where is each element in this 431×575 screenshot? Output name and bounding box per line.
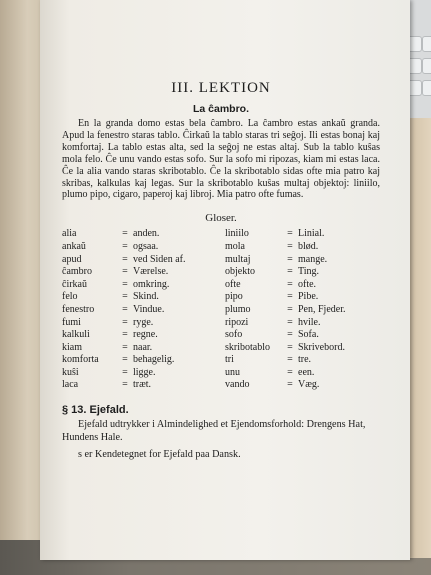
glossary-word: mola — [225, 240, 245, 252]
glossary-word: felo — [62, 291, 78, 303]
reading-text: En la granda domo estas bela ĉambro. La ĉambro estas ankaŭ granda. Apud la fenestro staras tablo. Ĉirkaŭ la tablo staras tri seĝoj. Ili estas bonaj kaj komfortaj. La tablo estas alta, sed la seĝoj ne estas altaj. Sub la tablo kuŝas mola felo. Ĉe unu vando estas sofo. Sur la sofo mi ripozas, kiam mi estas laca. Ĉe la alia vando staras skribotablo. Ĉe la skribotablo sidas ofte mia patro kaj skribas, kalkulas kaj legas. Sur la skribotablo kuŝas multaj objektoj: liniilo, plumo pipo, cigaro, paperoj kaj libroj. Mia patro ofte fumas. — [62, 118, 380, 201]
glossary-word: ĉambro — [62, 266, 92, 278]
glossary-word: pipo — [225, 291, 243, 303]
glossary-meaning: Linial. — [298, 228, 325, 240]
glossary-word: plumo — [225, 303, 251, 315]
glossary-column-left — [62, 228, 217, 392]
glossary-equals: = — [122, 278, 128, 290]
glossary-equals: = — [122, 354, 128, 366]
glossary-word: kuŝi — [62, 366, 79, 378]
glossary-meaning: træt. — [133, 379, 152, 391]
glossary-row — [225, 304, 380, 317]
glossary-row — [62, 241, 217, 254]
glossary-meaning: regne. — [133, 329, 158, 341]
glossary-row — [62, 279, 217, 292]
glossary-meaning: anden. — [133, 228, 160, 240]
glossary-row — [62, 342, 217, 355]
glossary-equals: = — [122, 240, 128, 252]
glossary-equals: = — [122, 316, 128, 328]
glossary-row — [225, 367, 380, 380]
glossary-meaning: ved Siden af. — [133, 253, 186, 265]
glossary-meaning: Ting. — [298, 266, 320, 278]
glossary-word: laca — [62, 379, 79, 391]
glossary-equals: = — [287, 316, 293, 328]
glossary-word: sofo — [225, 329, 243, 341]
glossary-row — [225, 379, 380, 392]
glossary-word: ankaŭ — [62, 240, 86, 252]
glossary-equals: = — [122, 228, 128, 240]
glossary-meaning: Pibe. — [298, 291, 319, 303]
glossary-word: unu — [225, 366, 240, 378]
glossary-equals: = — [122, 366, 128, 378]
glossary-row — [225, 266, 380, 279]
glossary-meaning: Skrivebord. — [298, 341, 345, 353]
glossary-row — [62, 379, 217, 392]
keyboard-key — [422, 80, 431, 96]
glossary-equals: = — [287, 341, 293, 353]
glossary-meaning: Vindue. — [133, 303, 165, 315]
glossary-equals: = — [287, 266, 293, 278]
glossary-equals: = — [287, 291, 293, 303]
glossary-meaning: Væg. — [298, 379, 320, 391]
glossary-word: ĉirkaŭ — [62, 278, 87, 290]
glossary-column-right — [225, 228, 380, 392]
glossary-word: apud — [62, 253, 82, 265]
glossary-word: ripozi — [225, 316, 249, 328]
glossary-equals: = — [122, 379, 128, 391]
glossary-equals: = — [287, 240, 293, 252]
glossary-equals: = — [122, 266, 128, 278]
glossary-word: fenestro — [62, 303, 95, 315]
glossary-equals: = — [287, 366, 293, 378]
book-page — [40, 0, 410, 560]
glossary-meaning: Pen, Fjeder. — [298, 303, 346, 315]
glossary-equals: = — [287, 354, 293, 366]
glossary-row — [225, 342, 380, 355]
keyboard-key — [422, 36, 431, 52]
glossary-word: komforta — [62, 354, 99, 366]
glossary-meaning: naar. — [133, 341, 153, 353]
glossary-meaning: Skind. — [133, 291, 159, 303]
glossary-word: liniilo — [225, 228, 249, 240]
glossary-equals: = — [287, 329, 293, 341]
glossary-word: kiam — [62, 341, 82, 353]
page-content — [62, 80, 380, 461]
glossary-equals: = — [287, 278, 293, 290]
glossary-table — [62, 228, 380, 392]
glossary-row — [62, 254, 217, 267]
glossary-meaning: omkring. — [133, 278, 170, 290]
glossary-row — [62, 291, 217, 304]
glossary-meaning: ligge. — [133, 366, 156, 378]
glossary-equals: = — [287, 228, 293, 240]
glossary-equals: = — [287, 379, 293, 391]
glossary-equals: = — [122, 303, 128, 315]
glossary-word: vando — [225, 379, 250, 391]
glossary-word: skribotablo — [225, 341, 270, 353]
section-title: § 13. Ejefald. — [62, 404, 129, 417]
section-text-note: s er Kendetegnet for Ejefald paa Dansk. — [78, 449, 241, 461]
glossary-title: Gloser. — [205, 212, 237, 225]
lesson-title: III. LEKTION — [171, 80, 271, 96]
glossary-row — [62, 317, 217, 330]
glossary-row — [62, 367, 217, 380]
glossary-meaning: tre. — [298, 354, 312, 366]
glossary-word: objekto — [225, 266, 255, 278]
glossary-meaning: Værelse. — [133, 266, 169, 278]
section-text: Ejefald udtrykker i Almindelighed et Ejendomsforhold: Drengens Hat, Hundens Hale. — [62, 419, 366, 444]
glossary-meaning: ogsaa. — [133, 240, 159, 252]
glossary-meaning: Sofa. — [298, 329, 319, 341]
glossary-meaning: ryge. — [133, 316, 154, 328]
glossary-word: fumi — [62, 316, 81, 328]
glossary-word: tri — [225, 354, 234, 366]
glossary-row — [62, 354, 217, 367]
glossary-row — [225, 354, 380, 367]
glossary-equals: = — [287, 303, 293, 315]
keyboard-key — [422, 58, 431, 74]
glossary-row — [225, 279, 380, 292]
glossary-row — [225, 329, 380, 342]
glossary-word: kalkuli — [62, 329, 90, 341]
glossary-meaning: behagelig. — [133, 354, 175, 366]
glossary-word: ofte — [225, 278, 241, 290]
glossary-meaning: mange. — [298, 253, 328, 265]
glossary-word: alia — [62, 228, 77, 240]
glossary-equals: = — [122, 253, 128, 265]
glossary-equals: = — [122, 291, 128, 303]
glossary-meaning: blød. — [298, 240, 319, 252]
glossary-meaning: ofte. — [298, 278, 317, 290]
reading-title: La ĉambro. — [192, 103, 250, 115]
glossary-meaning: hvile. — [298, 316, 321, 328]
glossary-equals: = — [122, 341, 128, 353]
glossary-equals: = — [287, 253, 293, 265]
glossary-row — [62, 329, 217, 342]
glossary-meaning: een. — [298, 366, 315, 378]
glossary-row — [62, 228, 217, 241]
glossary-row — [225, 254, 380, 267]
glossary-equals: = — [122, 329, 128, 341]
glossary-row — [62, 266, 217, 279]
glossary-word: multaj — [225, 253, 251, 265]
glossary-row — [62, 304, 217, 317]
glossary-row — [225, 291, 380, 304]
glossary-row — [225, 228, 380, 241]
glossary-row — [225, 317, 380, 330]
glossary-row — [225, 241, 380, 254]
